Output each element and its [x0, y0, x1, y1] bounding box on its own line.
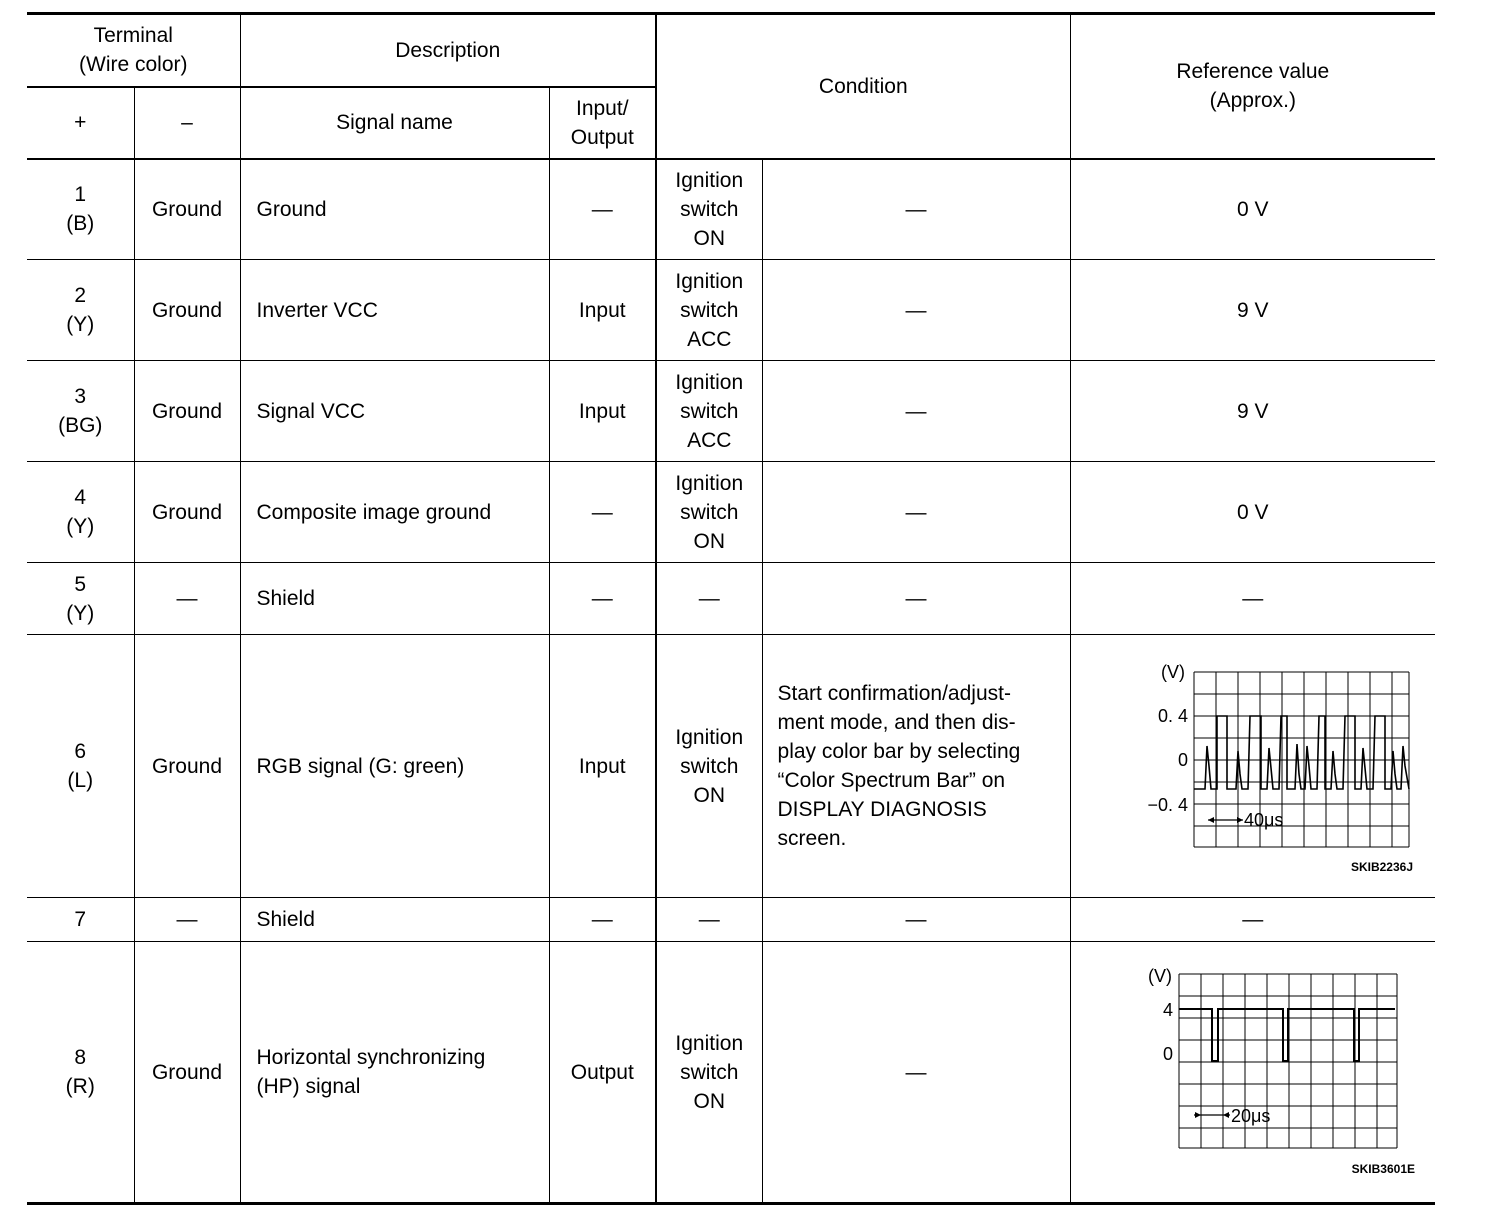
terminal-cell: 4 (Y) [27, 462, 134, 563]
signal-name-cell: Horizontal synchronizing (HP) signal [240, 942, 549, 1204]
waveform-unit-label: (V) [1147, 966, 1172, 986]
signal-name-cell: Ground [240, 159, 549, 260]
condition-switch-cell: Ignition switch ON [656, 462, 762, 563]
condition-switch-cell: Ignition switch ON [656, 159, 762, 260]
signal-name-cell: Shield [240, 898, 549, 942]
reference-cell: — [1070, 563, 1435, 635]
reference-cell: — [1070, 898, 1435, 942]
header-terminal: Terminal (Wire color) [27, 14, 240, 87]
condition-detail-cell: — [762, 361, 1070, 462]
table-row [27, 361, 1435, 462]
table-row [27, 260, 1435, 361]
condition-switch-cell: — [656, 898, 762, 942]
terminal-cell: 5 (Y) [27, 563, 134, 635]
condition-detail-cell: — [762, 260, 1070, 361]
table-row [27, 462, 1435, 563]
rgb-waveform [1103, 656, 1413, 876]
table-row [27, 898, 1435, 942]
waveform-y-label: 0 [1162, 1044, 1173, 1064]
condition-detail-cell: — [762, 159, 1070, 260]
condition-detail-cell: — [762, 563, 1070, 635]
hp-waveform [1103, 962, 1415, 1182]
waveform-y-label: −0. 4 [1147, 795, 1188, 815]
condition-detail-cell: — [762, 898, 1070, 942]
minus-cell: Ground [134, 635, 240, 898]
condition-detail-cell: Start confirmation/adjust- ment mode, and then dis- play color bar by selecting “Color Spectrum Bar” on DISPLAY DIAGNOSIS screen. [762, 635, 1070, 898]
io-cell: Output [549, 942, 656, 1204]
header-signal-name: Signal name [240, 87, 549, 159]
terminal-cell: 1 (B) [27, 159, 134, 260]
waveform-time-label: 40μs [1243, 810, 1284, 830]
waveform-y-label: 4 [1162, 1000, 1173, 1020]
minus-cell: Ground [134, 942, 240, 1204]
io-cell: Input [549, 635, 656, 898]
table-row [27, 942, 1435, 1204]
terminal-cell: 2 (Y) [27, 260, 134, 361]
reference-cell: 9 V [1070, 260, 1435, 361]
header-condition: Condition [656, 14, 1070, 159]
terminal-cell: 7 [27, 898, 134, 942]
io-cell: — [549, 462, 656, 563]
waveform-y-label: 0. 4 [1157, 706, 1188, 726]
signal-name-cell: Shield [240, 563, 549, 635]
reference-cell: 9 V [1070, 361, 1435, 462]
header-plus: + [27, 87, 134, 159]
io-cell: — [549, 563, 656, 635]
reference-cell: 0 V [1070, 462, 1435, 563]
minus-cell: — [134, 563, 240, 635]
reference-cell: 0 V [1070, 159, 1435, 260]
signal-name-cell: Signal VCC [240, 361, 549, 462]
terminal-cell: 8 (R) [27, 942, 134, 1204]
io-cell: Input [549, 260, 656, 361]
waveform-y-label: 0 [1177, 750, 1188, 770]
condition-switch-cell: Ignition switch ACC [656, 361, 762, 462]
figure-code-label: SKIB2236J [1350, 860, 1413, 874]
condition-detail-cell: — [762, 942, 1070, 1204]
table-row [27, 635, 1435, 898]
minus-cell: Ground [134, 462, 240, 563]
condition-switch-cell: — [656, 563, 762, 635]
reference-waveform-cell [1070, 942, 1435, 1204]
signal-name-cell: Inverter VCC [240, 260, 549, 361]
minus-cell: Ground [134, 260, 240, 361]
condition-detail-cell: — [762, 462, 1070, 563]
table-row [27, 159, 1435, 260]
terminal-cell: 6 (L) [27, 635, 134, 898]
reference-waveform-cell [1070, 635, 1435, 898]
header-reference: Reference value (Approx.) [1070, 14, 1435, 159]
waveform-time-label: 20μs [1230, 1106, 1271, 1126]
io-cell: — [549, 159, 656, 260]
header-description: Description [240, 14, 656, 87]
minus-cell: Ground [134, 159, 240, 260]
io-cell: — [549, 898, 656, 942]
condition-switch-cell: Ignition switch ON [656, 942, 762, 1204]
signal-name-cell: RGB signal (G: green) [240, 635, 549, 898]
minus-cell: — [134, 898, 240, 942]
minus-cell: Ground [134, 361, 240, 462]
terminal-reference-table [27, 12, 1435, 1205]
terminal-cell: 3 (BG) [27, 361, 134, 462]
condition-switch-cell: Ignition switch ON [656, 635, 762, 898]
condition-switch-cell: Ignition switch ACC [656, 260, 762, 361]
header-input-output: Input/ Output [549, 87, 656, 159]
table-row [27, 563, 1435, 635]
header-minus: – [134, 87, 240, 159]
figure-code-label: SKIB3601E [1351, 1162, 1415, 1176]
io-cell: Input [549, 361, 656, 462]
waveform-unit-label: (V) [1160, 662, 1185, 682]
signal-name-cell: Composite image ground [240, 462, 549, 563]
